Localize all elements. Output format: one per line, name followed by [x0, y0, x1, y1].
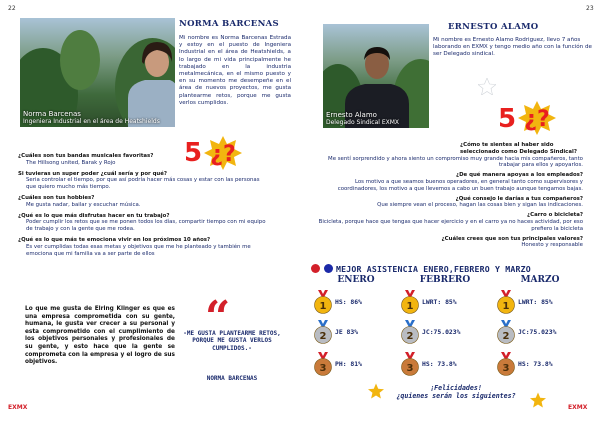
medal-rank: 3: [406, 363, 414, 374]
question: ¿Qué es lo que más disfrutas hacer en tu trabajo?: [18, 212, 170, 219]
qa-item: [318, 142, 583, 169]
qa-item: [318, 172, 583, 192]
question: ¿Cuáles son tus hobbies?: [18, 194, 95, 201]
blue-dot-icon: [324, 264, 333, 273]
person-name: ERNESTO ALAMO: [448, 22, 539, 32]
page-number: 22: [8, 5, 16, 12]
five-badge-number: 5: [498, 104, 517, 134]
right-page: [300, 0, 600, 424]
attendance-title: MEJOR ASISTENCIA ENERO,FEBRERO Y MARZO: [336, 264, 531, 274]
person-name: NORMA BARCENAS: [179, 19, 279, 29]
attendance-value: JE 83%: [335, 328, 359, 336]
qa-item: [318, 212, 583, 232]
answer: Que siempre vean el proceso, hagan las cosas bien y sigan las indicaciones.: [377, 202, 583, 209]
congrats-line-1: ¡Felicidades!: [430, 384, 482, 392]
star-icon: [530, 392, 546, 408]
medal-rank: 2: [406, 331, 414, 342]
norma-photo: [20, 18, 175, 127]
quote-author: NORMA BARCENAS: [206, 375, 258, 382]
attendance-value: HS: 73.8%: [422, 360, 457, 368]
answer: The Hillsong united, Barak y Rojo: [26, 159, 116, 166]
answer: Bicicleta, porque hace que tengas que hacer ejercicio y en el carro ya no haces actividad, por eso prefiero la bicicleta: [318, 218, 583, 232]
medal-rank: 2: [319, 331, 327, 342]
ernesto-photo: [323, 24, 429, 128]
answer: Los motivo a que seamos buenos operadores, en general tanto como supervisores y coordinadores, los motivo a que llevemos a cabo un buen trabajo aunque tengamos bajas.: [337, 178, 583, 192]
five-badge-number: 5: [184, 138, 203, 168]
attendance-value: LWRT: 85%: [422, 298, 457, 306]
qa-list: [318, 142, 583, 252]
answer: Poder cumplir los retos que se me ponen todos los días, compartir tiempo con mi equipo de trabajo y con la gente que me rodea.: [26, 219, 266, 233]
medal-icon: [496, 352, 516, 376]
medal-icon: [313, 320, 333, 344]
caption-role: Delegado Sindical EXMX: [326, 119, 400, 126]
answer: Me sentí sorprendido y ahora siento un compromiso muy grande hacia mis compañeros, tanto trabajar para ellos y apoyarlos.: [328, 155, 583, 169]
medal-rank: 1: [406, 301, 414, 312]
attendance-value: HS: 73.8%: [518, 360, 553, 368]
caption-name: Ernesto Alamo: [326, 111, 377, 119]
photo-caption: [20, 109, 175, 127]
medal-icon: [400, 320, 420, 344]
medal-icon: [313, 290, 333, 314]
caption-name: Norma Barcenas: [23, 110, 81, 118]
month-marzo: MARZO: [520, 275, 560, 285]
closing-text: Lo que me gusta de Elring Klinger es que es una empresa comprometida con su gente, humana, le gusta ver crecer a su personal y esta comprometido con el cumplimiento de los objetivos personales y profesionales de su gente, y esto hace que la gente se comprometa con la empresa y el logro de sus objetivos.: [25, 306, 175, 366]
question: Si tuvieras un super poder ¿cuál sería y por qué?: [18, 170, 168, 177]
question: ¿De qué manera apoyas a los empleados?: [455, 172, 583, 179]
footer-brand: EXMX: [568, 404, 588, 411]
question-burst-icon: [517, 100, 557, 136]
attendance-value: JC:75.023%: [518, 328, 557, 336]
medal-rank: 3: [502, 363, 510, 374]
month-febrero: FEBRERO: [419, 275, 471, 285]
medal-icon: [400, 290, 420, 314]
medal-rank: 3: [319, 363, 327, 374]
star-icon: [478, 78, 496, 95]
answer: Honesto y responsable: [521, 242, 583, 249]
answer: Es ver cumplidas todas esas metas y objetivos que me he planteado y también me emociona que mi familia va a ser parte de ellos: [26, 243, 251, 257]
congrats-line-2: ¿quienes serán los siguientes?: [396, 392, 516, 400]
qa-item: [18, 213, 288, 233]
medal-icon: [496, 290, 516, 314]
footer-brand: EXMX: [8, 404, 28, 411]
red-dot-icon: [311, 264, 320, 273]
qa-item: [318, 236, 583, 250]
attendance-value: JC:75.023%: [422, 328, 461, 336]
answer: Seria controlar el tiempo, por que así podría hacer más cosas y estar con las personas que quiero mucho más tiempo.: [26, 177, 260, 191]
month-enero: ENERO: [337, 275, 375, 285]
medal-icon: [496, 320, 516, 344]
attendance-value: LWRT: 85%: [518, 298, 553, 306]
question: ¿Carro o bicicleta?: [527, 212, 583, 219]
answer: Me gusta nadar, bailar y escuchar música.: [26, 201, 141, 208]
svg-text:¿?: ¿?: [210, 142, 236, 167]
attendance-value: PH: 81%: [335, 360, 362, 368]
qa-list: [18, 153, 288, 261]
bio-text: Mi nombre es Ernesto Alamo Rodriguez, llevo 7 años laborando en EXMX y tengo medio año con la función de ser Delegado sindical.: [433, 37, 592, 58]
qa-item: [18, 171, 288, 191]
bio-text: Mi nombre es Norma Barcenas Estrada y estoy en el puesto de Ingeniera Industrial en el área de Heatshields, a lo largo de mi vida principalmente he trabajado en la industria metalmecánica, en el mismo puesto y en su momento me desempeñe en el área de nuevos proyectos, me gusta plantearme retos, porque me gusta verlos cumplidos.: [179, 35, 291, 106]
qa-item: [18, 153, 288, 167]
quote-text: -ME GUSTA PLANTEARME RETOS, PORQUE ME GUSTA VERLOS CUMPLIDOS.-: [183, 330, 281, 352]
question: ¿Cuáles crees que son tus principales valores?: [441, 235, 583, 242]
qa-item: [318, 196, 583, 210]
qa-item: [18, 237, 288, 257]
page-number: 23: [586, 5, 594, 12]
medal-rank: 2: [502, 331, 510, 342]
caption-role: Ingeniera Industrial en el área de Heatshields: [23, 118, 160, 125]
medal-rank: 1: [319, 301, 327, 312]
medal-rank: 1: [502, 301, 510, 312]
attendance-value: HS: 86%: [335, 298, 362, 306]
photo-caption: [323, 110, 429, 128]
medal-icon: [313, 352, 333, 376]
medal-icon: [400, 352, 420, 376]
question: ¿Qué consejo le darías a tus compañeros?: [455, 195, 583, 202]
svg-text:¿?: ¿?: [524, 107, 550, 132]
quote-mark-icon: “: [205, 292, 231, 343]
question: ¿Qué es lo que más te emociona vivir en los próximos 10 años?: [18, 236, 211, 243]
question: ¿Cuáles son tus bandas musicales favoritas?: [18, 153, 154, 159]
question: ¿Cómo te sientes al haber sido seleccionado como Delegado Sindical?: [460, 142, 577, 155]
qa-item: [18, 195, 288, 209]
star-icon: [368, 383, 384, 399]
congrats-text: [386, 384, 526, 400]
